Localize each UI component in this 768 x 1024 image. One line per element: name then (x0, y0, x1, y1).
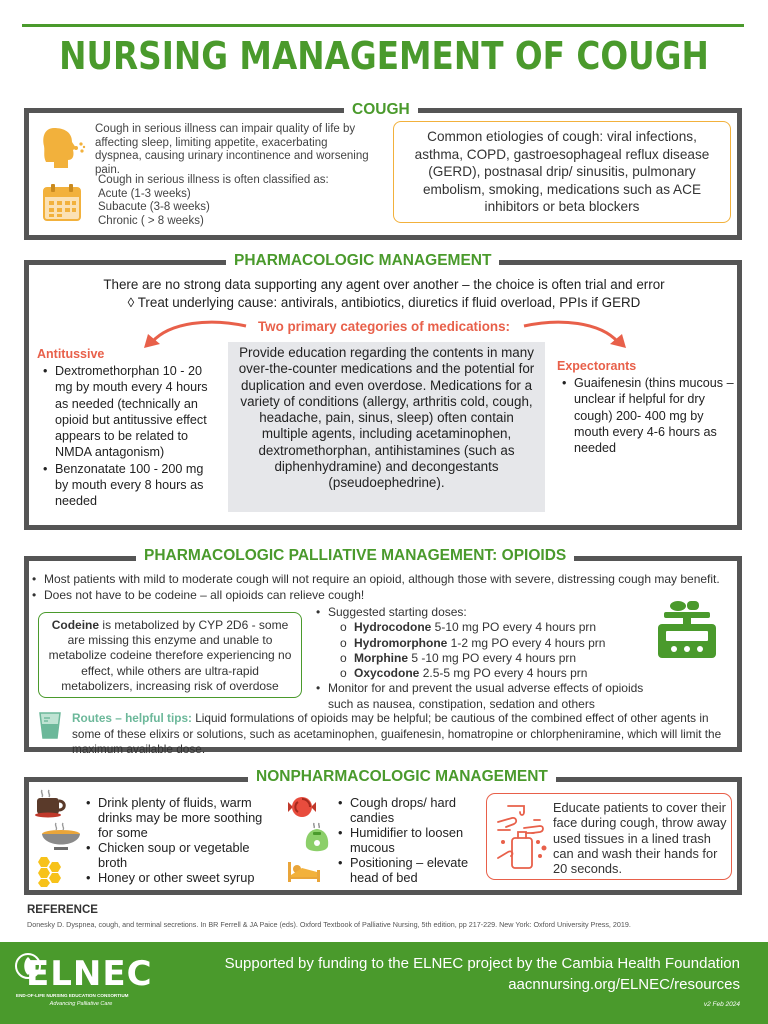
nonpharm-item: • Humidifier to loosen mucous (336, 825, 482, 855)
pharm-heading: PHARMACOLOGIC MANAGEMENT (226, 252, 499, 270)
nonpharm-item: • Positioning – elevate head of bed (336, 855, 482, 885)
education-text: Provide education regarding the contents in many over-the-counter medications and the potential for duplication and even overdose. Medications for a variety of conditions (allergy, arthritis cold, cough, headache, pain, sinus, sleep) often contain multiple agents, including acetaminophen, dextromethorphan, antihistamines (such as diphenhydramine) and decongestants (pseudoephedrine). (238, 345, 535, 491)
nonpharm-item: • Chicken soup or vegetable broth (84, 840, 269, 870)
opioid-bullet: • Most patients with mild to moderate cough will not require an opioid, although those with severe, distressing cough may benefit. (30, 572, 738, 588)
nonpharm-item: • Drink plenty of fluids, warm drinks may be more soothing for some (84, 795, 269, 840)
page-title: NURSING MANAGEMENT OF COUGH (59, 34, 709, 78)
monitor-row: • Monitor for and prevent the usual adverse effects of opioids such as nausea, constipation, sedation and others (316, 681, 644, 711)
top-rule (22, 24, 744, 27)
classification-intro: Cough in serious illness is often classified as: (98, 174, 329, 186)
medicine-cup-icon (38, 710, 62, 740)
routes-tips (72, 711, 734, 758)
suggested-label: Suggested starting doses: (328, 605, 467, 619)
class-subacute: Subacute (3-8 weeks) (98, 201, 210, 213)
nonpharm-item: • Cough drops/ hard candies (336, 795, 482, 825)
expectorants-label: Expectorants (557, 359, 637, 373)
dose-row: o Morphine 5 -10 mg PO every 4 hours prn (340, 650, 577, 665)
opioids-heading: PHARMACOLOGIC PALLIATIVE MANAGEMENT: OPIOIDS (136, 547, 574, 565)
cough-heading: COUGH (344, 101, 418, 119)
cough-classification (98, 174, 378, 228)
pill-scale-icon (654, 598, 720, 662)
mug-icon (34, 788, 70, 818)
elnec-logo-text: ELNEC (26, 954, 153, 994)
suggested-doses (314, 605, 664, 712)
two-categories-label: Two primary categories of medications: (257, 319, 510, 334)
soup-bowl-icon (40, 822, 82, 852)
drug-name: Hydrocodone (354, 620, 432, 635)
drug-name: Morphine (354, 650, 408, 665)
drug-dose: 2.5-5 mg PO every 4 hours prn (419, 666, 588, 681)
antitussive-label: Antitussive (37, 347, 105, 361)
footer-funding: Supported by funding to the ELNEC project by the Cambia Health Foundation (224, 955, 740, 972)
nonpharm-item: • Honey or other sweet syrup (84, 870, 269, 885)
cough-intro-text: Cough in serious illness can impair quality of life by affecting sleep, limiting appetite, exacerbating dyspnea, causing urinary incontinence and worsening pain. (95, 123, 369, 176)
education-box (228, 342, 545, 512)
expectorant-item: • Guaifenesin (thins mucous – unclear if helpful for dry cough) 200- 400 mg by mouth every 4-6 hours as needed (560, 375, 736, 456)
drug-dose: 5 -10 mg PO every 4 hours prn (408, 650, 577, 665)
antitussive-item: • Dextromethorphan 10 - 20 mg by mouth every 4 hours as needed (technically an opioid but antitussive effect appears to be related to NMDA antagonism) (41, 363, 219, 461)
reference-heading: REFERENCE (27, 904, 98, 916)
drug-name: Hydromorphone (354, 635, 448, 650)
etiologies-box (393, 121, 731, 223)
opioid-bullets (30, 572, 738, 603)
class-chronic: Chronic ( > 8 weeks) (98, 214, 204, 227)
opioid-bullet: • Does not have to be codeine – all opioids can relieve cough! (30, 588, 738, 604)
routes-label: Routes – helpful tips: (72, 711, 192, 725)
etiologies-text: Common etiologies of cough: viral infections, asthma, COPD, gastroesophageal reflux disease (GERD), postnasal drip/ sinusitis, pulmonary embolism, smoking, medications such as ACE inhibitors or beta blockers (414, 129, 710, 215)
codeine-bold: Codeine (51, 618, 100, 632)
nonpharm-heading: NONPHARMACOLOGIC MANAGEMENT (248, 768, 556, 786)
nonpharm-list-2 (336, 795, 482, 885)
humidifier-icon (302, 822, 332, 856)
dose-row: o Hydrocodone 5-10 mg PO every 4 hours prn (340, 620, 597, 635)
footer-resources-link[interactable]: aacnnursing.org/ELNEC/resources (508, 976, 740, 993)
dose-row: o Hydromorphone 1-2 mg PO every 4 hours prn (340, 635, 606, 650)
reference-text: Donesky D. Dyspnea, cough, and terminal secretions. In BR Ferrell & JA Paice (eds). Oxford Textbook of Palliative Nursing, 5th edition, pp 217-229. New York: Oxford University Press, 2019. (27, 920, 631, 929)
coughing-face-icon (40, 126, 86, 170)
routes-text: Liquid formulations of opioids may be helpful; be cautious of the combined effect of other agents in some of these elixirs or solutions, such as acetaminophen, guaifenesin, homatropine or chlorpheniramine, which will limit the maximum available dose. (72, 711, 722, 757)
bed-icon (286, 858, 322, 884)
educate-text: Educate patients to cover their face during cough, throw away used tissues in a lined trash can and wash their hands for 20 seconds. (553, 800, 727, 877)
footer-version: v2 Feb 2024 (703, 1001, 740, 1008)
expectorant-list (560, 375, 736, 456)
codeine-text: is metabolized by CYP 2D6 - some are missing this enzyme and unable to metabolize codeine therefore experiencing no effect, while others are ultra-rapid metabolizers, increasing risk of overdose (48, 618, 292, 693)
calendar-icon (42, 182, 82, 222)
suggested-label-row: • Suggested starting doses: (316, 605, 467, 619)
drug-name: Oxycodone (354, 666, 420, 681)
handwashing-icon (494, 800, 552, 872)
antitussive-list (41, 363, 219, 510)
nonpharm-list-1 (84, 795, 269, 885)
dose-row: o Oxycodone 2.5-5 mg PO every 4 hours prn (340, 666, 588, 681)
class-acute: Acute (1-3 weeks) (98, 187, 191, 200)
monitor-text: Monitor for and prevent the usual adverse effects of opioids such as nausea, constipation, sedation and others (328, 681, 644, 711)
pharm-line-2: ◊ Treat underlying cause: antivirals, antibiotics, diuretics if fluid overload, PPIs if GERD (127, 295, 641, 310)
elnec-logo-tagline: Advancing Palliative Care (49, 1001, 113, 1007)
codeine-box (38, 612, 302, 698)
cough-drop-candy-icon (286, 792, 318, 822)
elnec-logo-subtitle: END-OF-LIFE NURSING EDUCATION CONSORTIUM (16, 993, 129, 998)
drug-dose: 5-10 mg PO every 4 hours prn (431, 620, 597, 635)
honeycomb-icon (32, 854, 66, 888)
pharm-line-1: There are no strong data supporting any agent over another – the choice is often trial and error (103, 277, 665, 292)
drug-dose: 1-2 mg PO every 4 hours prn (447, 635, 606, 650)
antitussive-item: • Benzonatate 100 - 200 mg by mouth every 8 hours as needed (41, 461, 219, 510)
